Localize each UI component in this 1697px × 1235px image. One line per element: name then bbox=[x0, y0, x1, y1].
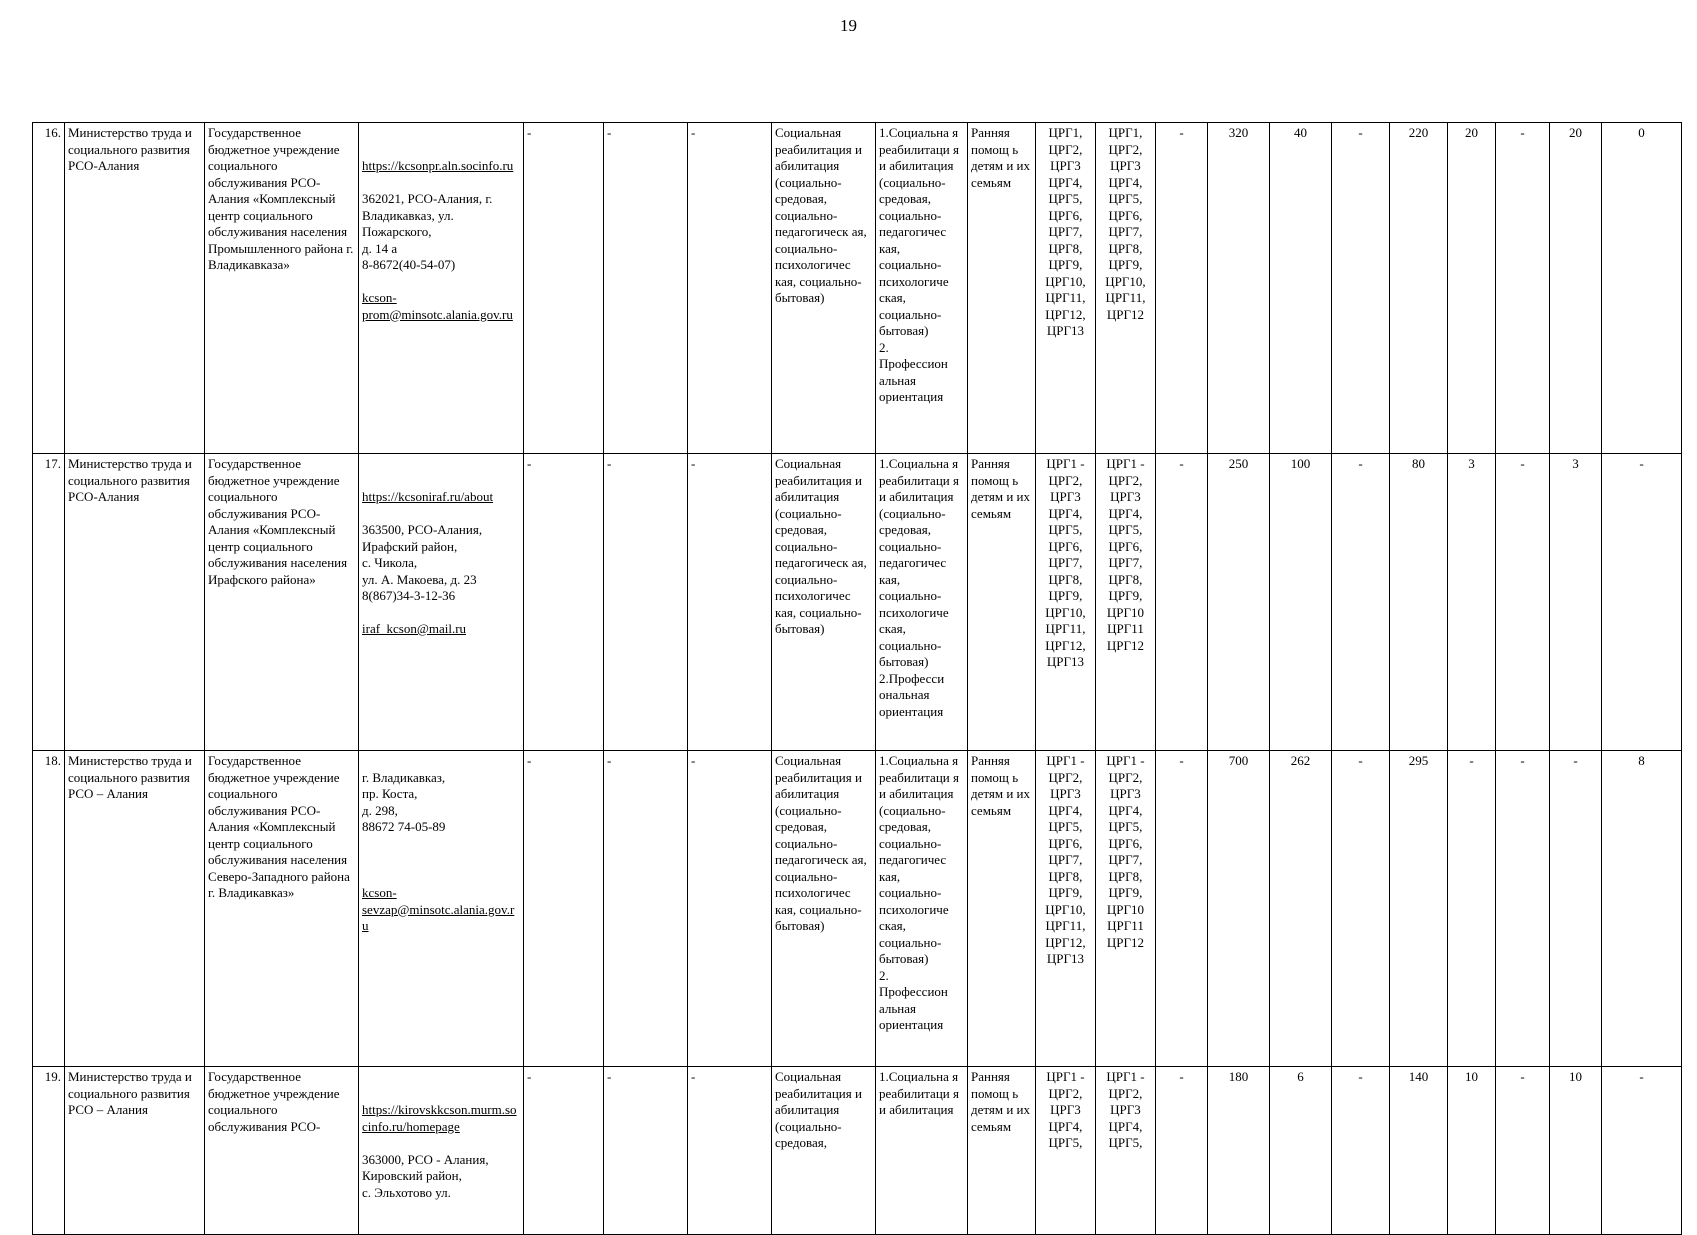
value-cell: - bbox=[1602, 1067, 1682, 1235]
crg-list-cell: ЦРГ1, ЦРГ2, ЦРГ3 ЦРГ4, ЦРГ5, ЦРГ6, ЦРГ7, ЦРГ8, ЦРГ9, ЦРГ10, ЦРГ11, ЦРГ12 bbox=[1096, 123, 1156, 454]
institution-cell: Государственное бюджетное учреждение социального обслуживания РСО-Алания «Комплексный центр социального обслуживания населения Ирафского района» bbox=[205, 454, 359, 751]
programs-cell: 1.Социальна я реабилитаци я и абилитация (социально-средовая, социально-педагогичес кая, социально-психологиче ская, социально-бытовая) 2. Профессион альная ориентация bbox=[876, 123, 968, 454]
value-cell: 3 bbox=[1448, 454, 1496, 751]
value-cell: - bbox=[1602, 454, 1682, 751]
ministry-cell: Министерство труда и социального развития РСО – Алания bbox=[65, 751, 205, 1067]
value-cell: - bbox=[1332, 454, 1390, 751]
dash-cell: - bbox=[688, 1067, 772, 1235]
value-cell: - bbox=[1332, 123, 1390, 454]
value-cell: 20 bbox=[1550, 123, 1602, 454]
crg-list-cell: ЦРГ1 - ЦРГ2, ЦРГ3 ЦРГ4, ЦРГ5, bbox=[1036, 1067, 1096, 1235]
services-cell: Социальная реабилитация и абилитация (социально-средовая, социально-педагогическ ая, социально-психологичес кая, социально-бытовая) bbox=[772, 751, 876, 1067]
early-help-cell: Ранняя помощ ь детям и их семьям bbox=[968, 454, 1036, 751]
institution-cell: Государственное бюджетное учреждение социального обслуживания РСО-Алания «Комплексный центр социального обслуживания населения Промышленного района г. Владикавказа» bbox=[205, 123, 359, 454]
value-cell: - bbox=[1156, 751, 1208, 1067]
dash-cell: - bbox=[688, 454, 772, 751]
value-cell: 700 bbox=[1208, 751, 1270, 1067]
contacts-address: 362021, РСО-Алания, г. Владикавказ, ул. Пожарского, д. 14 а 8-8672(40-54-07) bbox=[362, 191, 493, 272]
table-row bbox=[33, 454, 1682, 751]
dash-cell: - bbox=[604, 751, 688, 1067]
early-help-cell: Ранняя помощ ь детям и их семьям bbox=[968, 1067, 1036, 1235]
crg-list-cell: ЦРГ1 - ЦРГ2, ЦРГ3 ЦРГ4, ЦРГ5, ЦРГ6, ЦРГ7, ЦРГ8, ЦРГ9, ЦРГ10, ЦРГ11, ЦРГ12, ЦРГ13 bbox=[1036, 751, 1096, 1067]
services-cell: Социальная реабилитация и абилитация (социально-средовая, социально-педагогическ ая, социально-психологичес кая, социально-бытовая) bbox=[772, 123, 876, 454]
crg-list-cell: ЦРГ1 - ЦРГ2, ЦРГ3 ЦРГ4, ЦРГ5, bbox=[1096, 1067, 1156, 1235]
value-cell: 180 bbox=[1208, 1067, 1270, 1235]
value-cell: 6 bbox=[1270, 1067, 1332, 1235]
email-link[interactable]: iraf_kcson@mail.ru bbox=[362, 621, 467, 636]
programs-cell: 1.Социальна я реабилитаци я и абилитация (социально-средовая, социально-педагогичес кая, социально-психологиче ская, социально-бытовая) 2.Професси ональная ориентация bbox=[876, 454, 968, 751]
value-cell: - bbox=[1156, 123, 1208, 454]
value-cell: 0 bbox=[1602, 123, 1682, 454]
contacts-address: 363500, РСО-Алания, Ирафский район, с. Чикола, ул. А. Макоева, д. 23 8(867)34-3-12-36 bbox=[362, 522, 483, 603]
contacts-cell bbox=[359, 454, 524, 751]
crg-list-cell: ЦРГ1, ЦРГ2, ЦРГ3 ЦРГ4, ЦРГ5, ЦРГ6, ЦРГ7, ЦРГ8, ЦРГ9, ЦРГ10, ЦРГ11, ЦРГ12, ЦРГ13 bbox=[1036, 123, 1096, 454]
dash-cell: - bbox=[524, 1067, 604, 1235]
dash-cell: - bbox=[524, 751, 604, 1067]
row-number: 17. bbox=[33, 454, 65, 751]
contacts-cell bbox=[359, 1067, 524, 1235]
value-cell: - bbox=[1496, 454, 1550, 751]
website-link[interactable]: https://kirovskkcson.murm.socinfo.ru/homepage bbox=[362, 1102, 517, 1134]
value-cell: 320 bbox=[1208, 123, 1270, 454]
row-number: 16. bbox=[33, 123, 65, 454]
table-row bbox=[33, 1067, 1682, 1235]
services-cell: Социальная реабилитация и абилитация (социально-средовая, bbox=[772, 1067, 876, 1235]
value-cell: - bbox=[1332, 1067, 1390, 1235]
email-link[interactable]: kcson-sevzap@minsotc.alania.gov.ru bbox=[362, 885, 515, 933]
crg-list-cell: ЦРГ1 - ЦРГ2, ЦРГ3 ЦРГ4, ЦРГ5, ЦРГ6, ЦРГ7, ЦРГ8, ЦРГ9, ЦРГ10, ЦРГ11, ЦРГ12, ЦРГ13 bbox=[1036, 454, 1096, 751]
value-cell: 100 bbox=[1270, 454, 1332, 751]
crg-list-cell: ЦРГ1 - ЦРГ2, ЦРГ3 ЦРГ4, ЦРГ5, ЦРГ6, ЦРГ7, ЦРГ8, ЦРГ9, ЦРГ10 ЦРГ11 ЦРГ12 bbox=[1096, 751, 1156, 1067]
row-number: 18. bbox=[33, 751, 65, 1067]
value-cell: 262 bbox=[1270, 751, 1332, 1067]
value-cell: - bbox=[1156, 1067, 1208, 1235]
value-cell: - bbox=[1496, 751, 1550, 1067]
institutions-table bbox=[32, 122, 1682, 1235]
value-cell: 10 bbox=[1448, 1067, 1496, 1235]
value-cell: 40 bbox=[1270, 123, 1332, 454]
value-cell: - bbox=[1550, 751, 1602, 1067]
dash-cell: - bbox=[524, 454, 604, 751]
value-cell: 250 bbox=[1208, 454, 1270, 751]
early-help-cell: Ранняя помощ ь детям и их семьям bbox=[968, 751, 1036, 1067]
ministry-cell: Министерство труда и социального развития РСО-Алания bbox=[65, 454, 205, 751]
value-cell: 3 bbox=[1550, 454, 1602, 751]
website-link[interactable]: https://kcsonpr.aln.socinfo.ru bbox=[362, 158, 514, 173]
services-cell: Социальная реабилитация и абилитация (социально-средовая, социально-педагогическ ая, социально-психологичес кая, социально-бытовая) bbox=[772, 454, 876, 751]
contacts-address: 363000, РСО - Алания, Кировский район, с. Эльхотово ул. bbox=[362, 1151, 489, 1200]
institution-cell: Государственное бюджетное учреждение социального обслуживания РСО- bbox=[205, 1067, 359, 1235]
value-cell: 20 bbox=[1448, 123, 1496, 454]
crg-list-cell: ЦРГ1 - ЦРГ2, ЦРГ3 ЦРГ4, ЦРГ5, ЦРГ6, ЦРГ7, ЦРГ8, ЦРГ9, ЦРГ10 ЦРГ11 ЦРГ12 bbox=[1096, 454, 1156, 751]
value-cell: 295 bbox=[1390, 751, 1448, 1067]
dash-cell: - bbox=[688, 123, 772, 454]
value-cell: - bbox=[1496, 123, 1550, 454]
email-link[interactable]: kcson-prom@minsotc.alania.gov.ru bbox=[362, 290, 513, 322]
value-cell: 10 bbox=[1550, 1067, 1602, 1235]
dash-cell: - bbox=[688, 751, 772, 1067]
value-cell: - bbox=[1332, 751, 1390, 1067]
value-cell: 80 bbox=[1390, 454, 1448, 751]
contacts-cell bbox=[359, 123, 524, 454]
contacts-cell bbox=[359, 751, 524, 1067]
value-cell: - bbox=[1448, 751, 1496, 1067]
value-cell: - bbox=[1156, 454, 1208, 751]
programs-cell: 1.Социальна я реабилитаци я и абилитация bbox=[876, 1067, 968, 1235]
dash-cell: - bbox=[604, 454, 688, 751]
institution-cell: Государственное бюджетное учреждение социального обслуживания РСО-Алания «Комплексный центр социального обслуживания населения Северо-Западного района г. Владикавказ» bbox=[205, 751, 359, 1067]
value-cell: 140 bbox=[1390, 1067, 1448, 1235]
page-number: 19 bbox=[840, 16, 857, 35]
row-number: 19. bbox=[33, 1067, 65, 1235]
ministry-cell: Министерство труда и социального развития РСО – Алания bbox=[65, 1067, 205, 1235]
website-link[interactable]: https://kcsoniraf.ru/about bbox=[362, 489, 494, 504]
value-cell: 220 bbox=[1390, 123, 1448, 454]
value-cell: - bbox=[1496, 1067, 1550, 1235]
programs-cell: 1.Социальна я реабилитаци я и абилитация (социально-средовая, социально-педагогичес кая, социально-психологиче ская, социально-бытовая) 2. Профессион альная ориентация bbox=[876, 751, 968, 1067]
dash-cell: - bbox=[604, 123, 688, 454]
dash-cell: - bbox=[604, 1067, 688, 1235]
value-cell: 8 bbox=[1602, 751, 1682, 1067]
table-row bbox=[33, 123, 1682, 454]
early-help-cell: Ранняя помощ ь детям и их семьям bbox=[968, 123, 1036, 454]
contacts-address-pre: г. Владикавказ, пр. Коста, д. 298, 88672 74-05-89 bbox=[362, 769, 446, 834]
dash-cell: - bbox=[524, 123, 604, 454]
ministry-cell: Министерство труда и социального развития РСО-Алания bbox=[65, 123, 205, 454]
table-row bbox=[33, 751, 1682, 1067]
